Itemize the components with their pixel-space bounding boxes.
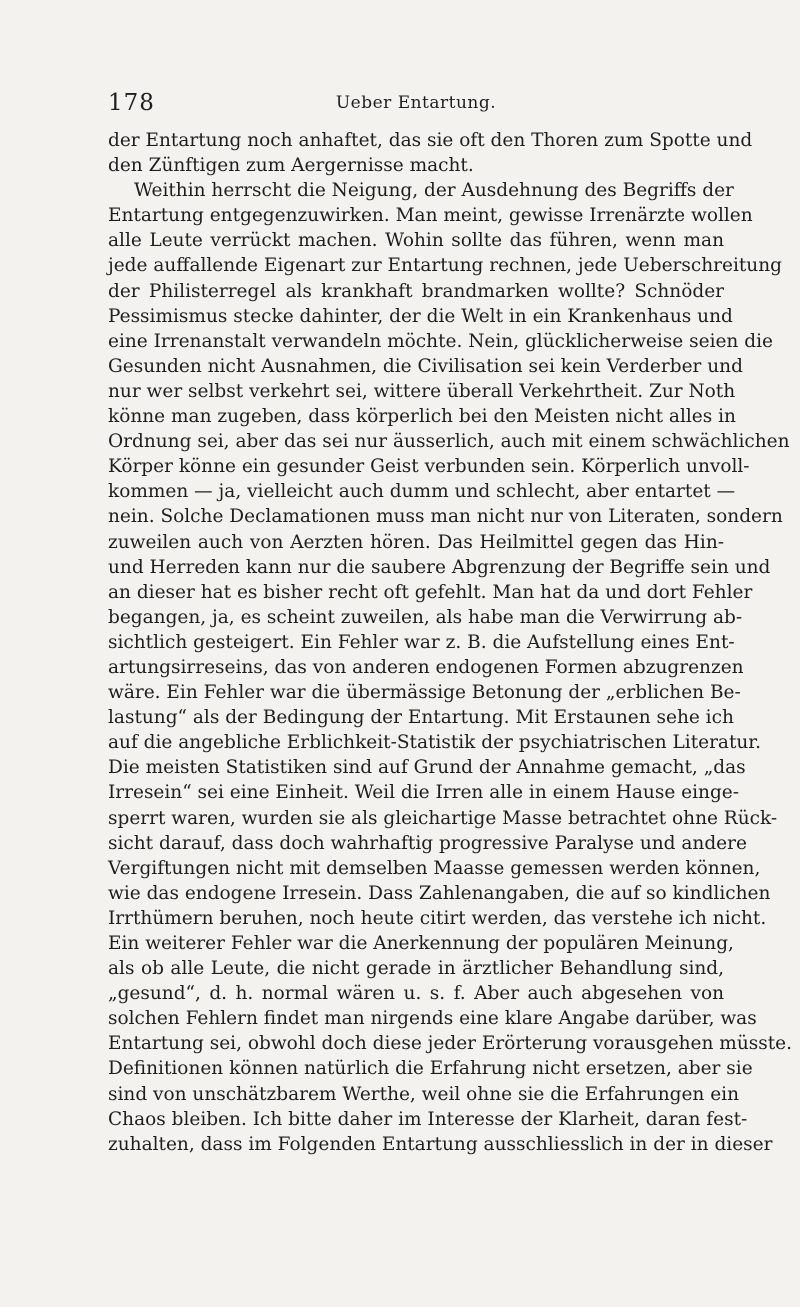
text-line: könne man zugeben, dass körperlich bei den Meisten nicht alles in — [108, 406, 736, 428]
text-line: solchen Fehlern findet man nirgends eine klare Angabe darüber, was — [108, 1008, 757, 1030]
text-line: Definitionen können natürlich die Erfahrung nicht ersetzen, aber sie — [108, 1058, 753, 1080]
text-line: sicht darauf, dass doch wahrhaftig progressive Paralyse und andere — [108, 832, 747, 854]
text-line: Ordnung sei, aber das sei nur äusserlich, auch mit einem schwächlichen — [108, 431, 790, 453]
text-line: Entartung sei, obwohl doch diese jeder Erörterung vorausgehen müsste. — [108, 1033, 793, 1055]
text-line: wie das endogene Irresein. Dass Zahlenangaben, die auf so kindlichen — [108, 882, 771, 904]
text-line: lastung“ als der Bedingung der Entartung. Mit Erstaunen sehe ich — [108, 707, 734, 729]
text-line: auf die angebliche Erblichkeit-Statistik der psychiatrischen Literatur. — [108, 732, 761, 754]
text-line: Chaos bleiben. Ich bitte daher im Interesse der Klarheit, daran fest- — [108, 1108, 748, 1130]
text-line: der Entartung noch anhaftet, das sie oft den Thoren zum Spotte und — [108, 130, 753, 151]
text-line: Entartung entgegenzuwirken. Man meint, gewisse Irrenärzte wollen — [108, 205, 753, 227]
text-line: Weithin herrscht die Neigung, der Ausdehnung des Begriffs der — [134, 180, 734, 202]
text-line: nur wer selbst verkehrt sei, wittere überall Verkehrtheit. Zur Noth — [108, 380, 736, 402]
text-line: Irrthümern beruhen, noch heute citirt werden, das verstehe ich nicht. — [108, 907, 767, 929]
text-line: Gesunden nicht Ausnahmen, die Civilisation sei kein Verderber und — [108, 355, 743, 377]
text-line: den Zünftigen zum Aergernisse macht. — [108, 155, 474, 177]
text-line: eine Irrenanstalt verwandeln möchte. Nein, glücklicherweise seien die — [108, 330, 773, 352]
text-line: der Philisterregel als krankhaft brandmarken wollte? Schnöder — [108, 280, 724, 302]
text-line: sperrt waren, wurden sie als gleichartige Masse betrachtet ohne Rück- — [108, 807, 778, 829]
running-head — [108, 88, 724, 118]
text-line: und Herreden kann nur die saubere Abgrenzung der Begriffe sein und — [108, 556, 771, 578]
text-line: Pessimismus stecke dahinter, der die Welt in ein Krankenhaus und — [108, 305, 733, 327]
text-line: „gesund“, d. h. normal wären u. s. f. Aber auch abgesehen von — [108, 983, 724, 1005]
running-title: Ueber Entartung. — [335, 93, 497, 113]
text-line: zuhalten, dass im Folgenden Entartung ausschliesslich in der in dieser — [108, 1133, 773, 1155]
text-line: zuweilen auch von Aerzten hören. Das Heilmittel gegen das Hin- — [108, 531, 724, 553]
text-line: nein. Solche Declamationen muss man nicht nur von Literaten, sondern — [108, 506, 783, 528]
text-line: jede auffallende Eigenart zur Entartung rechnen, jede Ueberschreitung — [108, 255, 782, 277]
text-line: Vergiftungen nicht mit demselben Maasse gemessen werden können, — [108, 857, 761, 879]
text-line: sind von unschätzbarem Werthe, weil ohne sie die Erfahrungen ein — [108, 1083, 739, 1105]
text-line: artungsirreseins, das von anderen endogenen Formen abzugrenzen — [108, 656, 744, 678]
text-line: an dieser hat es bisher recht oft gefehlt. Man hat da und dort Fehler — [108, 581, 753, 603]
text-line: Körper könne ein gesunder Geist verbunden sein. Körperlich unvoll- — [108, 456, 750, 478]
text-line: sichtlich gesteigert. Ein Fehler war z. B. die Aufstellung eines Ent- — [108, 631, 735, 653]
text-line: als ob alle Leute, die nicht gerade in ärztlicher Behandlung sind, — [108, 958, 724, 980]
text-line: wäre. Ein Fehler war die übermässige Betonung der „erblichen Be- — [108, 682, 741, 704]
text-line: kommen — ja, vielleicht auch dumm und schlecht, aber entartet — — [108, 481, 736, 503]
text-line: alle Leute verrückt machen. Wohin sollte das führen, wenn man — [108, 230, 724, 252]
text-line: Irresein“ sei eine Einheit. Weil die Irren alle in einem Hause einge- — [108, 782, 739, 804]
page-number: 178 — [108, 90, 155, 116]
text-line: Die meisten Statistiken sind auf Grund der Annahme gemacht, „das — [108, 757, 746, 779]
body-text — [108, 128, 793, 1157]
text-line: begangen, ja, es scheint zuweilen, als habe man die Verwirrung ab- — [108, 606, 743, 628]
text-line: Ein weiterer Fehler war die Anerkennung der populären Meinung, — [108, 933, 734, 954]
